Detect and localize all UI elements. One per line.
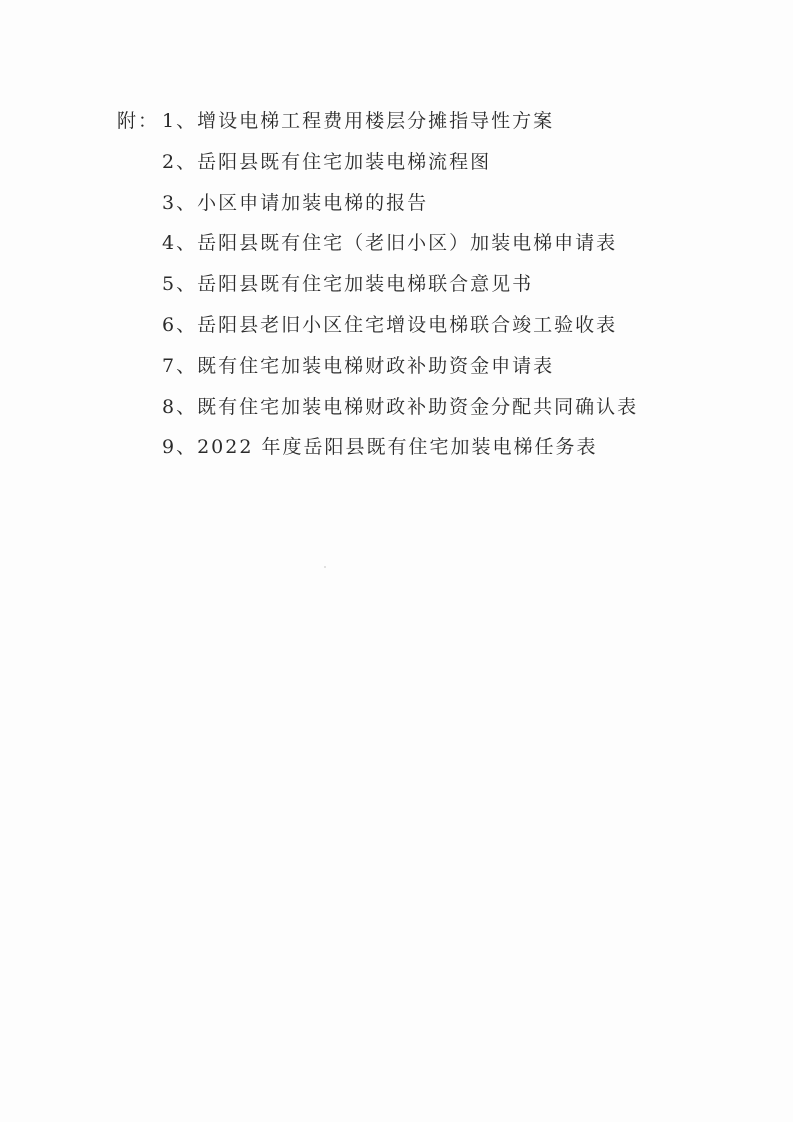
attachment-item bbox=[117, 142, 757, 183]
attachment-item bbox=[117, 427, 757, 468]
attachment-title: 岳阳县既有住宅加装电梯联合意见书 bbox=[197, 273, 534, 296]
attachment-title: 岳阳县既有住宅加装电梯流程图 bbox=[197, 150, 492, 173]
attachment-number: 6、 bbox=[162, 313, 198, 336]
attachment-number: 8、 bbox=[162, 395, 198, 418]
attachment-title: 增设电梯工程费用楼层分摊指导性方案 bbox=[197, 110, 555, 132]
attachment-number: 5、 bbox=[162, 273, 198, 296]
indent-spacer bbox=[117, 264, 162, 305]
attachment-item bbox=[117, 346, 757, 387]
scan-speck bbox=[324, 566, 326, 568]
indent-spacer bbox=[117, 346, 162, 387]
attachment-number: 2、 bbox=[162, 150, 198, 173]
attachment-item bbox=[117, 101, 757, 142]
attachment-number: 4、 bbox=[162, 232, 198, 255]
attachment-list bbox=[117, 101, 757, 468]
attachment-prefix: 附： bbox=[117, 110, 160, 132]
attachment-number: 7、 bbox=[162, 354, 198, 377]
indent-spacer bbox=[117, 387, 162, 428]
indent-spacer bbox=[117, 305, 162, 346]
attachment-title: 既有住宅加装电梯财政补助资金分配共同确认表 bbox=[197, 395, 639, 418]
attachment-item bbox=[117, 387, 757, 428]
attachment-title: 岳阳县老旧小区住宅增设电梯联合竣工验收表 bbox=[197, 313, 618, 336]
attachment-item bbox=[117, 223, 757, 264]
indent-spacer bbox=[117, 183, 162, 224]
indent-spacer bbox=[117, 223, 162, 264]
indent-spacer bbox=[117, 142, 162, 183]
attachment-title: 既有住宅加装电梯财政补助资金申请表 bbox=[197, 354, 555, 377]
attachment-number: 1、 bbox=[162, 110, 198, 132]
attachment-item bbox=[117, 183, 757, 224]
attachment-title: 2022 年度岳阳县既有住宅加装电梯任务表 bbox=[197, 436, 598, 459]
attachment-title: 岳阳县既有住宅（老旧小区）加装电梯申请表 bbox=[197, 232, 618, 255]
indent-spacer bbox=[117, 427, 162, 468]
attachment-number: 3、 bbox=[162, 191, 198, 214]
attachment-number: 9、 bbox=[162, 436, 198, 459]
attachment-title: 小区申请加装电梯的报告 bbox=[197, 191, 429, 214]
attachment-item bbox=[117, 305, 757, 346]
attachment-item bbox=[117, 264, 757, 305]
